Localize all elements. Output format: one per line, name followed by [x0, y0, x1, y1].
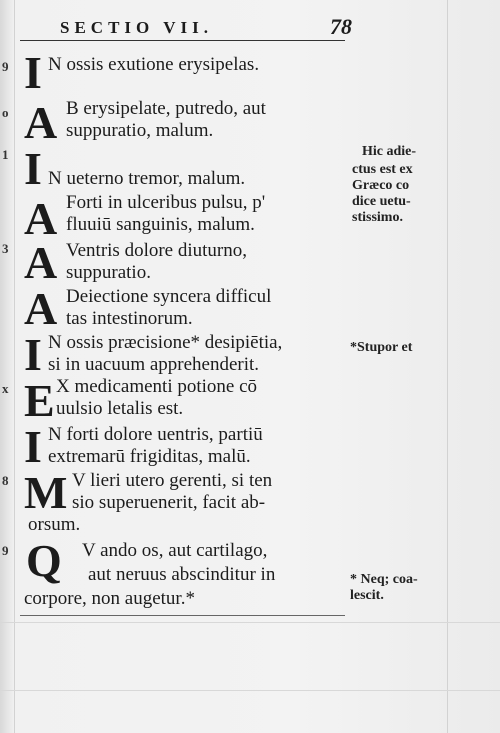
entry-initial: A [24, 237, 58, 288]
margin-note [362, 144, 416, 160]
margin-note-line: ctus est ex [352, 162, 413, 177]
entry-initial: I [24, 421, 42, 472]
entry-line: Ventris dolore diuturno, [66, 240, 248, 261]
entry-line: si in uacuum apprehenderit. [48, 354, 260, 375]
grid-line [0, 690, 500, 691]
entry-initial: M [24, 467, 68, 518]
gutter-fragment: 9 [2, 59, 9, 74]
entry-initial: A [24, 97, 58, 148]
entry-line: suppuratio. [66, 262, 151, 283]
grid-line [14, 0, 15, 733]
grid-line [0, 622, 500, 623]
entry-initial: A [24, 283, 58, 334]
entry-initial: E [24, 375, 55, 426]
margin-note-line: Græco co [352, 178, 410, 193]
gutter-fragment: x [2, 381, 9, 396]
entry-line: B erysipelate, putredo, aut [66, 98, 266, 119]
entry-initial: A [24, 193, 58, 244]
gutter-fragment: 8 [2, 473, 9, 488]
margin-note [350, 572, 418, 604]
gutter-fragment: 1 [2, 147, 9, 162]
running-header [60, 18, 360, 38]
entry-line: N ueterno tremor, malum. [48, 168, 246, 189]
entry-line: Forti in ulceribus pulsu, p' [66, 192, 266, 213]
entry-line: corpore, non augetur.* [24, 588, 195, 609]
margin-note-line: lescit. [350, 588, 384, 603]
bottom-rule [20, 615, 345, 616]
margin-note-line: * Neq; coa- [350, 572, 418, 587]
gutter-fragment: 9 [2, 543, 9, 558]
entry-line: V lieri utero gerenti, si ten [72, 470, 273, 491]
entry-line: sio superuenerit, facit ab- [72, 492, 266, 513]
margin-note [352, 162, 413, 226]
margin-note-line: dice uetu- [352, 194, 411, 209]
entry-initial: I [24, 143, 42, 194]
header-rule [20, 40, 345, 41]
entry-line: N ossis præcisione* desipiētia, [48, 332, 283, 353]
margin-note-line: Hic adie- [362, 144, 417, 159]
header-title: SECTIO VII. [60, 18, 213, 37]
entry-line: X medicamenti potione cō [56, 376, 258, 397]
entry-line: orsum. [28, 514, 81, 535]
entry-line: extremarū frigiditas, malū. [48, 446, 251, 467]
entry-initial: I [24, 329, 42, 380]
margin-note [350, 340, 412, 356]
entry-line: aut neruus abscinditur in [88, 564, 276, 585]
entry-line: V ando os, aut cartilago, [82, 540, 268, 561]
gutter-fragment: 3 [2, 241, 9, 256]
entry-line: fluuiū sanguinis, malum. [66, 214, 255, 235]
entry-line: suppuratio, malum. [66, 120, 214, 141]
entry-line: Deiectione syncera difficul [66, 286, 272, 307]
entry-line: N ossis exutione erysipelas. [48, 54, 260, 75]
entry-line: uulsio letalis est. [56, 398, 184, 419]
entry-initial: Q [26, 535, 62, 586]
entry-line: tas intestinorum. [66, 308, 193, 329]
page-number: 78 [330, 14, 352, 39]
margin-note-line: *Stupor et [350, 340, 413, 355]
grid-line [447, 0, 448, 733]
entry-line: N forti dolore uentris, partiū [48, 424, 263, 445]
margin-note-line: stissimo. [352, 210, 403, 225]
gutter-fragment: o [2, 105, 9, 120]
entry-initial: I [24, 47, 42, 98]
